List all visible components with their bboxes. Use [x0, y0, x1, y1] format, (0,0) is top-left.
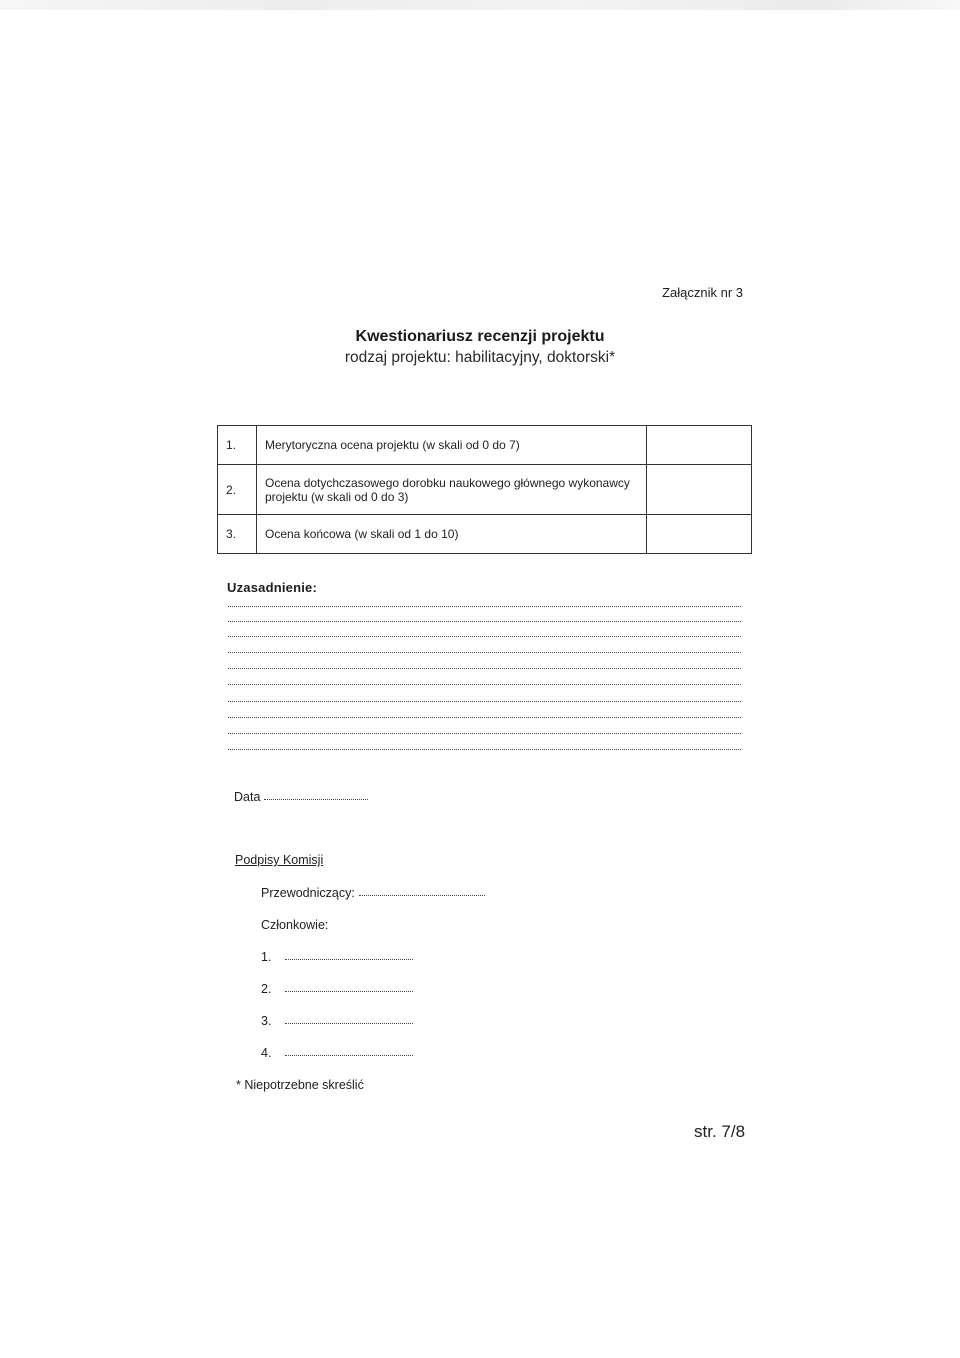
member-dotted-line[interactable]: [285, 959, 413, 960]
document-title: Kwestionariusz recenzji projektu: [355, 328, 605, 345]
member-number: 3.: [261, 1014, 272, 1028]
row-number: 3.: [218, 515, 257, 554]
justification-line[interactable]: [228, 684, 741, 685]
justification-line[interactable]: [228, 749, 741, 750]
member-dotted-line[interactable]: [285, 1023, 413, 1024]
score-cell[interactable]: [647, 465, 752, 515]
footnote: * Niepotrzebne skreślić: [236, 1078, 364, 1092]
chair-label: Przewodniczący:: [261, 886, 355, 900]
member-dotted-line[interactable]: [285, 991, 413, 992]
signatures-title: Podpisy Komisji: [235, 853, 324, 867]
members-label: Członkowie:: [261, 918, 329, 932]
member-number: 2.: [261, 982, 272, 996]
justification-line[interactable]: [228, 733, 741, 734]
score-cell[interactable]: [647, 515, 752, 554]
justification-line[interactable]: [228, 652, 741, 653]
table-row: [218, 465, 752, 515]
table-row: [218, 515, 752, 554]
score-cell[interactable]: [647, 426, 752, 465]
date-dotted-line[interactable]: [264, 799, 368, 800]
member-field: [261, 950, 413, 964]
row-criterion: Ocena końcowa (w skali od 1 do 10): [257, 515, 647, 554]
chair-dotted-line[interactable]: [359, 895, 485, 896]
scan-edge-artifact: [0, 0, 960, 10]
member-number: 1.: [261, 950, 272, 964]
row-number: 1.: [218, 426, 257, 465]
justification-line[interactable]: [228, 701, 741, 702]
justification-line[interactable]: [228, 636, 741, 637]
justification-label: Uzasadnienie:: [227, 580, 318, 595]
member-dotted-line[interactable]: [285, 1055, 413, 1056]
justification-line[interactable]: [228, 621, 741, 622]
table-row: [218, 426, 752, 465]
justification-line[interactable]: [228, 717, 741, 718]
member-number: 4.: [261, 1046, 272, 1060]
row-criterion: Ocena dotychczasowego dorobku naukowego głównego wykonawcy projektu (w skali od 0 do 3): [257, 465, 647, 515]
row-criterion: Merytoryczna ocena projektu (w skali od 0 do 7): [257, 426, 647, 465]
row-number: 2.: [218, 465, 257, 515]
member-field: [261, 1046, 413, 1060]
justification-line[interactable]: [228, 668, 741, 669]
date-label: Data: [234, 790, 261, 804]
date-field: [234, 790, 368, 804]
page-number: str. 7/8: [694, 1122, 746, 1141]
chair-field: [261, 886, 485, 900]
annex-label: Załącznik nr 3: [662, 285, 743, 300]
member-field: [261, 982, 413, 996]
member-field: [261, 1014, 413, 1028]
scores-table: [217, 425, 752, 554]
justification-line[interactable]: [228, 606, 741, 607]
document-subtitle: rodzaj projektu: habilitacyjny, doktorski*: [344, 349, 616, 366]
